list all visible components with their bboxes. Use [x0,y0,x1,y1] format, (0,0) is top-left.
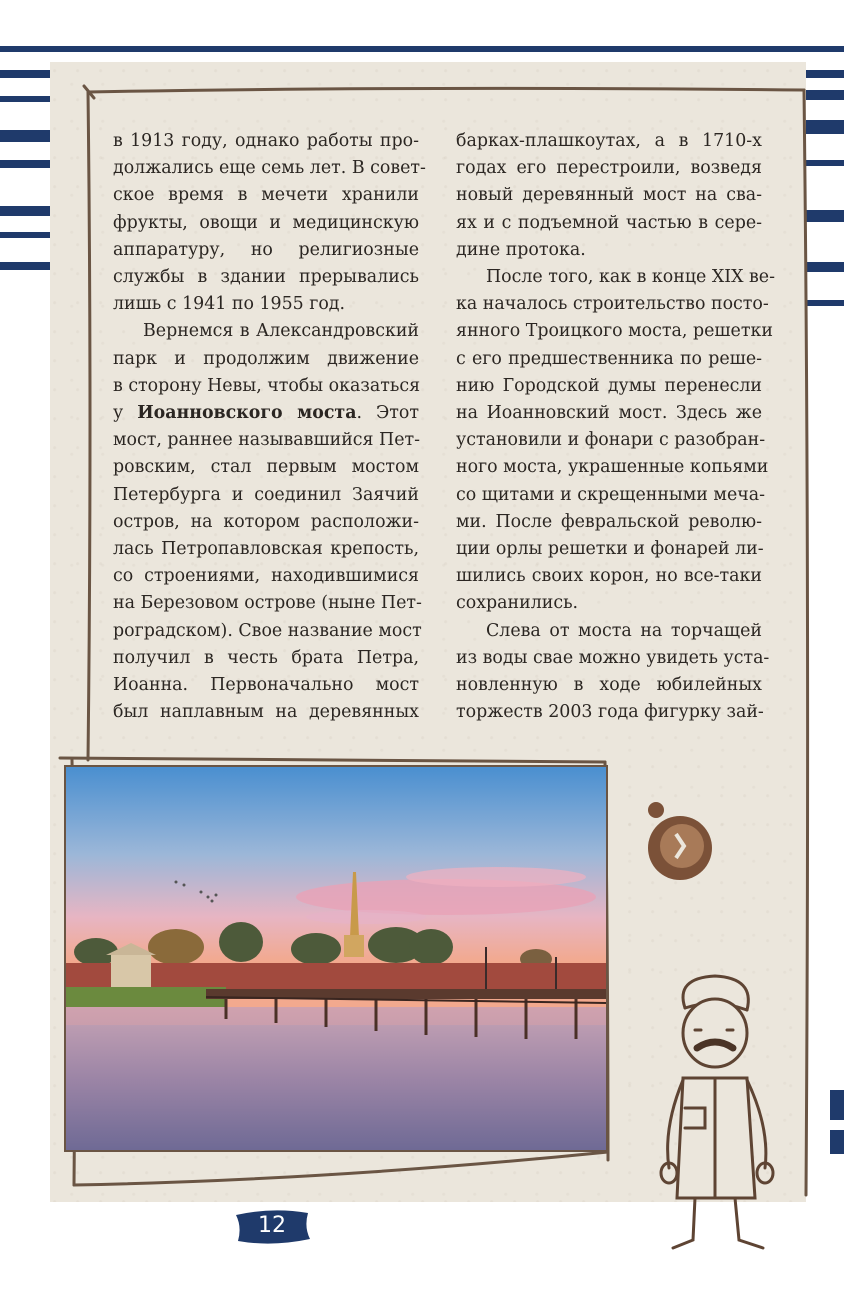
text-line: ного моста, украшенные копьями [456,457,769,478]
text-line: После того, как в конце XIX ве- [486,267,775,288]
text-line: фрукты, овощи и медицинскую [113,212,419,233]
right-text-column [456,128,775,726]
text-line: сохранились. [456,593,579,614]
paragraph-history [456,128,762,264]
text-line: у Иоанновского моста. Этот [113,403,419,424]
text-line: службы в здании прерывались [113,267,419,288]
paragraph-mosque [113,128,426,318]
text-line: ми. После февральской револю- [456,511,762,532]
text-line: ровским, стал первым мостом [113,457,419,478]
text-line: из воды сваe можно увидеть уста- [456,647,770,668]
text-line: в 1913 году, однако работы про- [113,131,419,151]
text-line: был наплавным на деревянных [113,702,419,723]
paragraph-hare-figure [456,618,770,727]
text-line: шились своих корон, но все-таки [456,566,762,587]
text-line: роградском). Свое название мост [113,620,422,641]
text-line: на Иоанновский мост. Здесь же [456,403,762,424]
page-number [232,1205,312,1249]
paragraph-railings [456,264,775,618]
text-line: новленную в ходе юбилейных [456,675,762,696]
text-line: барках-плашкоутах, а в 1710-х [456,131,762,151]
photo-ioannovsky-bridge [64,765,608,1152]
text-line: установили и фонари с разобран- [456,430,766,451]
text-line: лишь с 1941 по 1955 год. [113,294,346,315]
text-line: нию Городской думы перенесли [456,375,762,396]
text-line: на Березовом острове (ныне Пет- [113,593,422,614]
text-line: в сторону Невы, чтобы оказаться [113,375,421,396]
text-line: со строениями, находившимися [113,566,419,587]
text-line: ка началось строительство посто- [456,294,769,315]
text-line: мост, раннее называвшийся Пет- [113,430,420,451]
paragraph-ioannovsky-bridge [113,318,422,726]
bridge-name-bold: Иоанновского моста [137,403,357,424]
text-line: Слева от моста на торчащей [486,620,762,641]
page-number-text: 12 [258,1213,286,1238]
text-line: получил в честь брата Петра, [113,647,419,668]
text-line: ское время в мечети хранили [113,185,419,206]
text-line: янного Троицкого моста, решетки [456,321,773,342]
text-line: годах его перестроили, возведя [456,158,762,179]
left-text-column [113,128,426,726]
text-line: дине протока. [456,239,586,260]
text-line: новый деревянный мост на сва- [456,185,762,206]
text-line: со щитами и скрещенными меча- [456,484,765,505]
man-with-mustache-drawing [655,968,785,1258]
text-line: аппаратуру, но религиозные [113,239,419,260]
text-line: лась Петропавловская крепость, [113,539,419,560]
compass-icon [640,800,720,890]
text-line: Иоанна. Первоначально мост [113,675,419,696]
text-line: торжеств 2003 года фигурку зай- [456,702,764,723]
text-line: ции орлы решетки и фонарей ли- [456,539,764,560]
text-line: Вернемся в Александровский [143,321,419,342]
text-line: ях и с подъемной частью в сере- [456,212,762,233]
text-line: остров, на котором расположи- [113,511,419,532]
text-line: парк и продолжим движение [113,348,419,369]
text-line: Петербурга и соединил Заячий [113,484,419,505]
text-line: с его предшественника по реше- [456,348,762,369]
text-line: должались еще семь лет. В совет- [113,158,426,179]
